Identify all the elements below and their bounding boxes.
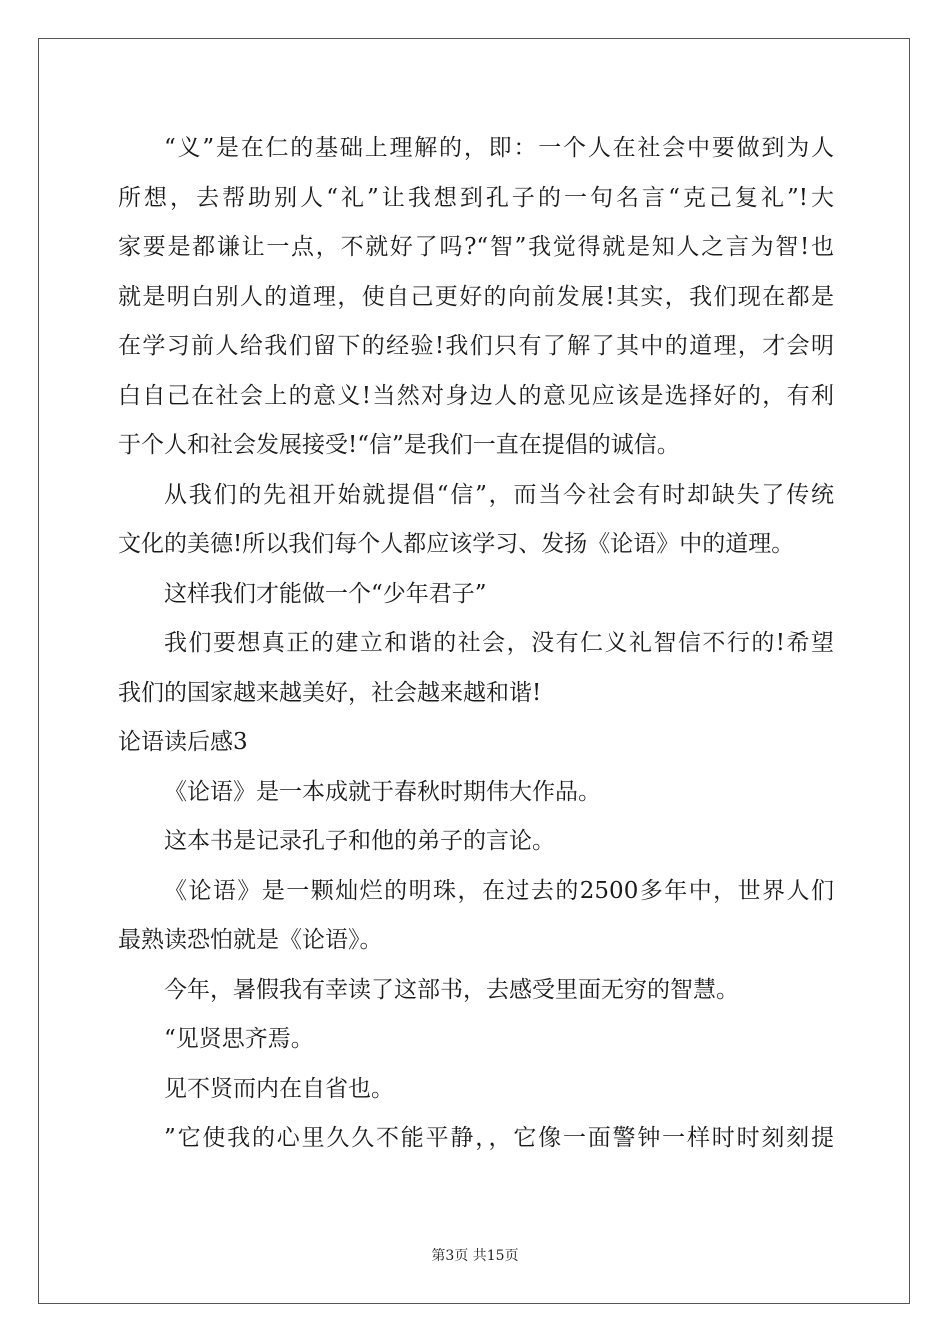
text-line: “义”是在仁的基础上理解的，即：一个人在社会中要做到为人 [164, 135, 834, 161]
text-line: 我们的国家越来越美好，社会越来越和谐! [118, 679, 542, 706]
text-line: 见不贤而内在自省也。 [164, 1075, 394, 1102]
page-number-footer: 第3页 共15页 [431, 1248, 519, 1264]
text-line: 于个人和社会发展接受!“信”是我们一直在提倡的诚信。 [118, 432, 680, 458]
text-line: 《论语》是一颗灿烂的明珠，在过去的2500多年中，世界人们 [164, 877, 834, 904]
text-line: 这本书是记录孔子和他的弟子的言论。 [164, 828, 555, 854]
text-line: 家要是都谦让一点，不就好了吗?“智”我觉得就是知人之言为智!也 [118, 234, 834, 260]
text-line: ”它使我的心里久久不能平静，，它像一面警钟一样时时刻刻提 [164, 1125, 834, 1151]
text-line: 白自己在社会上的意义!当然对身边人的意见应该是选择好的，有利 [118, 382, 834, 409]
text-line: 从我们的先祖开始就提倡“信”，而当今社会有时却缺失了传统 [164, 481, 834, 508]
text-line: 所想，去帮助别人“礼”让我想到孔子的一句名言“克己复礼”!大 [118, 184, 834, 211]
text-line: “见贤思齐焉。 [164, 1026, 314, 1052]
text-line: 今年，暑假我有幸读了这部书，去感受里面无穷的智慧。 [164, 976, 739, 1003]
document-body [118, 124, 834, 1164]
text-line: 我们要想真正的建立和谐的社会，没有仁义礼智信不行的!希望 [164, 630, 834, 656]
text-line: 《论语》是一本成就于春秋时期伟大作品。 [164, 778, 601, 805]
section-heading: 论语读后感3 [118, 729, 248, 755]
text-line: 文化的美德!所以我们每个人都应该学习、发扬《论语》中的道理。 [118, 531, 795, 557]
text-line: 在学习前人给我们留下的经验!我们只有了解了其中的道理，才会明 [118, 333, 834, 359]
text-line: 最熟读恐怕就是《论语》。 [118, 927, 383, 953]
text-line: 就是明白别人的道理，使自己更好的向前发展!其实，我们现在都是 [118, 283, 834, 310]
text-line: 这样我们才能做一个“少年君子” [164, 580, 487, 607]
